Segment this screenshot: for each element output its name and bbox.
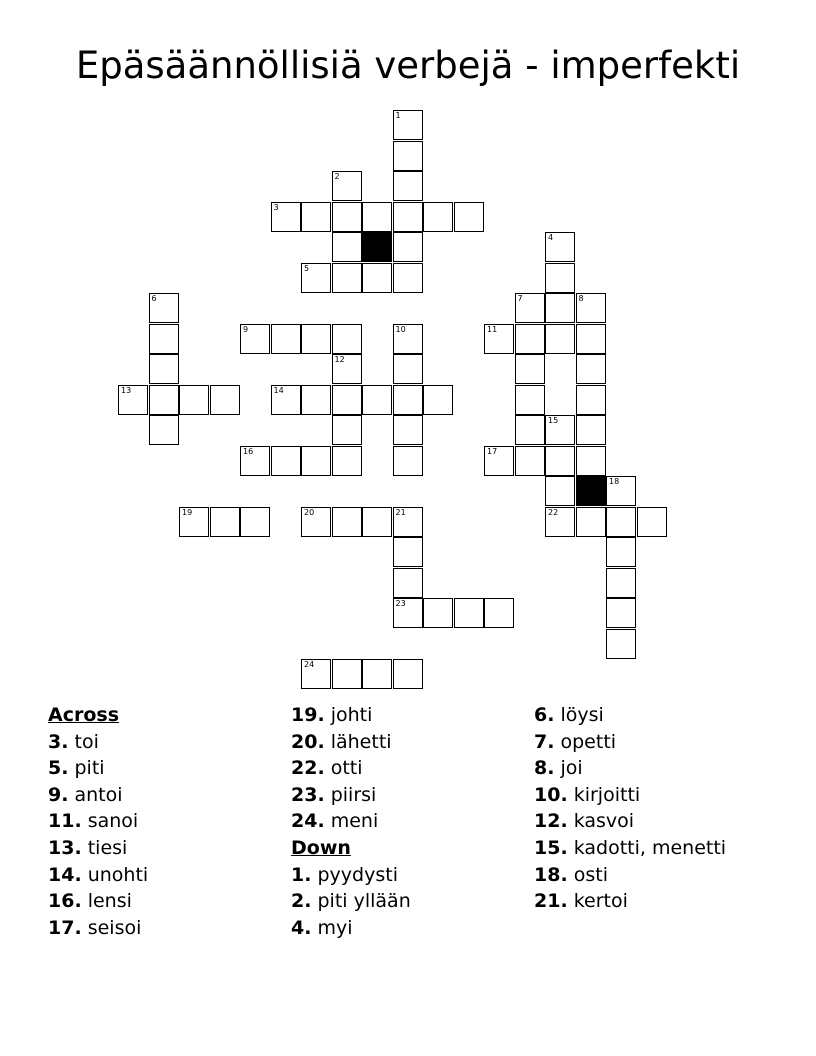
- clue-number: 21.: [534, 890, 568, 913]
- clue-item: [48, 755, 288, 782]
- clue-number: 20.: [291, 730, 325, 753]
- cell-number: 20: [304, 507, 315, 517]
- grid-cell[interactable]: [393, 110, 423, 140]
- grid-block-cell: [576, 476, 606, 506]
- grid-cell[interactable]: [423, 385, 453, 415]
- clue-text: lähetti: [330, 730, 392, 753]
- clue-item: [534, 862, 774, 889]
- clue-number: 12.: [534, 810, 568, 833]
- cell-number: 19: [182, 507, 193, 517]
- clue-item: [291, 782, 531, 809]
- clue-number: 18.: [534, 863, 568, 886]
- grid-cell[interactable]: [210, 385, 240, 415]
- cell-number: 1: [395, 111, 401, 120]
- grid-cell[interactable]: [515, 385, 545, 415]
- grid-cell[interactable]: [332, 385, 362, 415]
- cell-number: 3: [273, 202, 279, 212]
- grid-cell[interactable]: [149, 293, 179, 323]
- grid-cell[interactable]: [393, 659, 423, 689]
- grid-cell[interactable]: [393, 171, 423, 201]
- grid-cell[interactable]: [545, 263, 575, 293]
- clue-item: [291, 808, 531, 835]
- clue-text: kadotti, menetti: [573, 836, 727, 859]
- grid-cell[interactable]: [393, 446, 423, 476]
- grid-cell[interactable]: [454, 598, 484, 628]
- clue-number: 22.: [291, 757, 325, 780]
- clue-item: [291, 755, 531, 782]
- grid-cell[interactable]: [149, 354, 179, 384]
- grid-block-cell: [362, 232, 392, 262]
- grid-cell[interactable]: [576, 446, 606, 476]
- grid-cell[interactable]: [423, 598, 453, 628]
- grid-cell[interactable]: [576, 354, 606, 384]
- grid-cell[interactable]: [362, 507, 392, 537]
- clue-item: [48, 888, 288, 915]
- clues-column-1: [48, 702, 288, 941]
- clue-number: 16.: [48, 890, 82, 913]
- clue-text: kirjoitti: [573, 783, 641, 806]
- cell-number: 16: [243, 446, 254, 456]
- cell-number: 23: [395, 599, 406, 608]
- cell-number: 11: [487, 324, 498, 334]
- grid-cell[interactable]: [362, 263, 392, 293]
- clue-item: [291, 702, 531, 729]
- clue-text: joi: [560, 757, 583, 780]
- clue-number: 11.: [48, 810, 82, 833]
- cell-number: 9: [243, 324, 249, 334]
- grid-cell[interactable]: [271, 385, 301, 415]
- clue-heading-down: Down: [291, 836, 351, 859]
- clue-text: osti: [573, 863, 608, 886]
- grid-cell[interactable]: [393, 232, 423, 262]
- clue-text: löysi: [560, 704, 604, 726]
- grid-cell[interactable]: [301, 659, 331, 689]
- grid-cell[interactable]: [179, 507, 209, 537]
- grid-cell[interactable]: [484, 324, 514, 354]
- grid-cell[interactable]: [393, 568, 423, 598]
- clue-text: kertoi: [573, 890, 628, 913]
- clue-text: kasvoi: [573, 810, 635, 833]
- clue-item: [291, 862, 531, 889]
- grid-cell[interactable]: [393, 507, 423, 537]
- grid-cell[interactable]: [301, 385, 331, 415]
- clue-item: [291, 729, 531, 756]
- grid-cell[interactable]: [454, 202, 484, 232]
- grid-cell[interactable]: [576, 385, 606, 415]
- clue-text: piti yllään: [317, 890, 411, 913]
- cell-number: 21: [395, 507, 406, 517]
- cell-number: 24: [304, 660, 315, 669]
- grid-cell[interactable]: [332, 324, 362, 354]
- grid-cell[interactable]: [515, 354, 545, 384]
- grid-cell[interactable]: [271, 202, 301, 232]
- clue-number: 4.: [291, 916, 312, 939]
- grid-cell[interactable]: [423, 202, 453, 232]
- clue-item: [48, 835, 288, 862]
- clue-text: lensi: [87, 890, 132, 913]
- grid-cell[interactable]: [545, 446, 575, 476]
- clue-text: opetti: [560, 730, 617, 753]
- grid-cell[interactable]: [637, 507, 667, 537]
- clue-number: 1.: [291, 863, 312, 886]
- clue-number: 13.: [48, 836, 82, 859]
- grid-cell[interactable]: [515, 446, 545, 476]
- grid-cell[interactable]: [393, 263, 423, 293]
- grid-cell[interactable]: [362, 202, 392, 232]
- grid-cell[interactable]: [484, 598, 514, 628]
- cell-number: 12: [334, 355, 345, 364]
- clue-text: tiesi: [87, 836, 128, 859]
- clue-number: 19.: [291, 704, 325, 726]
- clue-number: 8.: [534, 757, 555, 780]
- cell-number: 13: [121, 385, 132, 395]
- grid-cell[interactable]: [576, 415, 606, 445]
- grid-cell[interactable]: [545, 415, 575, 445]
- clue-number: 9.: [48, 783, 69, 806]
- grid-cell[interactable]: [393, 385, 423, 415]
- grid-cell[interactable]: [362, 659, 392, 689]
- clue-number: 17.: [48, 916, 82, 939]
- clue-item: [48, 729, 288, 756]
- grid-cell[interactable]: [301, 446, 331, 476]
- grid-cell[interactable]: [393, 324, 423, 354]
- clue-item: [534, 702, 774, 729]
- grid-cell[interactable]: [332, 171, 362, 201]
- cell-number: 5: [304, 263, 310, 273]
- grid-cell[interactable]: [332, 232, 362, 262]
- clue-text: otti: [330, 757, 363, 780]
- grid-cell[interactable]: [484, 446, 514, 476]
- grid-cell[interactable]: [271, 446, 301, 476]
- grid-cell[interactable]: [515, 293, 545, 323]
- clue-text: pyydysti: [317, 863, 398, 886]
- cell-number: 18: [609, 477, 620, 486]
- cell-number: 7: [517, 294, 523, 303]
- clue-item: [534, 755, 774, 782]
- clue-heading-across: Across: [48, 704, 120, 726]
- clues-column-2: [291, 702, 531, 941]
- grid-cell[interactable]: [240, 324, 270, 354]
- grid-cell[interactable]: [240, 446, 270, 476]
- grid-cell[interactable]: [606, 598, 636, 628]
- grid-cell[interactable]: [545, 324, 575, 354]
- grid-cell[interactable]: [576, 293, 606, 323]
- grid-cell[interactable]: [118, 385, 148, 415]
- grid-cell[interactable]: [606, 568, 636, 598]
- clue-number: 14.: [48, 863, 82, 886]
- cell-number: 6: [151, 294, 157, 303]
- clue-text: meni: [330, 810, 379, 833]
- grid-cell[interactable]: [545, 476, 575, 506]
- grid-cell[interactable]: [606, 537, 636, 567]
- clue-item: [291, 915, 531, 942]
- grid-cell[interactable]: [332, 415, 362, 445]
- grid-cell[interactable]: [332, 354, 362, 384]
- grid-cell[interactable]: [545, 507, 575, 537]
- clues-column-3: [534, 702, 774, 915]
- grid-cell[interactable]: [393, 141, 423, 171]
- grid-cell[interactable]: [332, 659, 362, 689]
- grid-cell[interactable]: [393, 415, 423, 445]
- cell-number: 15: [548, 416, 559, 425]
- page-title: Epäsäännöllisiä verbejä - imperfekti: [75, 44, 741, 87]
- grid-cell[interactable]: [179, 385, 209, 415]
- cell-number: 14: [273, 385, 284, 395]
- grid-cell[interactable]: [271, 324, 301, 354]
- grid-cell[interactable]: [301, 507, 331, 537]
- clue-number: 10.: [534, 783, 568, 806]
- grid-cell[interactable]: [301, 202, 331, 232]
- cell-number: 8: [578, 294, 584, 303]
- clue-item: [48, 862, 288, 889]
- grid-cell[interactable]: [393, 537, 423, 567]
- clue-text: seisoi: [87, 916, 142, 939]
- grid-cell[interactable]: [515, 324, 545, 354]
- grid-cell[interactable]: [576, 507, 606, 537]
- grid-cell[interactable]: [149, 415, 179, 445]
- clue-item: [48, 915, 288, 942]
- clue-number: 2.: [291, 890, 312, 913]
- grid-cell[interactable]: [362, 385, 392, 415]
- grid-cell[interactable]: [301, 324, 331, 354]
- clue-text: unohti: [87, 863, 149, 886]
- grid-cell[interactable]: [393, 354, 423, 384]
- grid-cell[interactable]: [210, 507, 240, 537]
- grid-cell[interactable]: [606, 507, 636, 537]
- grid-cell[interactable]: [240, 507, 270, 537]
- cell-number: 4: [548, 233, 554, 242]
- grid-cell[interactable]: [515, 415, 545, 445]
- clue-item: [534, 835, 774, 862]
- grid-cell[interactable]: [332, 202, 362, 232]
- clue-number: 6.: [534, 704, 555, 726]
- grid-cell[interactable]: [332, 507, 362, 537]
- clue-item: [534, 729, 774, 756]
- clue-item: [291, 888, 531, 915]
- clue-item: [48, 782, 288, 809]
- clue-text: sanoi: [87, 810, 139, 833]
- grid-cell[interactable]: [545, 293, 575, 323]
- clue-text: johti: [330, 704, 373, 726]
- clue-text: piirsi: [330, 783, 377, 806]
- grid-cell[interactable]: [545, 232, 575, 262]
- clue-number: 24.: [291, 810, 325, 833]
- grid-cell[interactable]: [393, 598, 423, 628]
- grid-cell[interactable]: [576, 324, 606, 354]
- clue-item: [534, 808, 774, 835]
- cell-number: 10: [395, 324, 406, 334]
- clue-number: 15.: [534, 836, 568, 859]
- clue-text: antoi: [74, 783, 123, 806]
- grid-cell[interactable]: [301, 263, 331, 293]
- grid-cell[interactable]: [332, 263, 362, 293]
- grid-cell[interactable]: [332, 446, 362, 476]
- clue-number: 23.: [291, 783, 325, 806]
- clue-item: [534, 782, 774, 809]
- grid-cell[interactable]: [149, 385, 179, 415]
- clue-text: myi: [317, 916, 353, 939]
- clue-text: toi: [74, 730, 99, 753]
- grid-cell[interactable]: [393, 202, 423, 232]
- grid-cell[interactable]: [606, 629, 636, 659]
- grid-cell[interactable]: [149, 324, 179, 354]
- cell-number: 22: [548, 507, 559, 517]
- cell-number: 17: [487, 446, 498, 456]
- clue-item: [48, 808, 288, 835]
- clue-number: 7.: [534, 730, 555, 753]
- cell-number: 2: [334, 172, 340, 181]
- grid-cell[interactable]: [606, 476, 636, 506]
- clue-number: 5.: [48, 757, 69, 780]
- clue-item: [534, 888, 774, 915]
- clue-text: piti: [74, 757, 105, 780]
- clue-number: 3.: [48, 730, 69, 753]
